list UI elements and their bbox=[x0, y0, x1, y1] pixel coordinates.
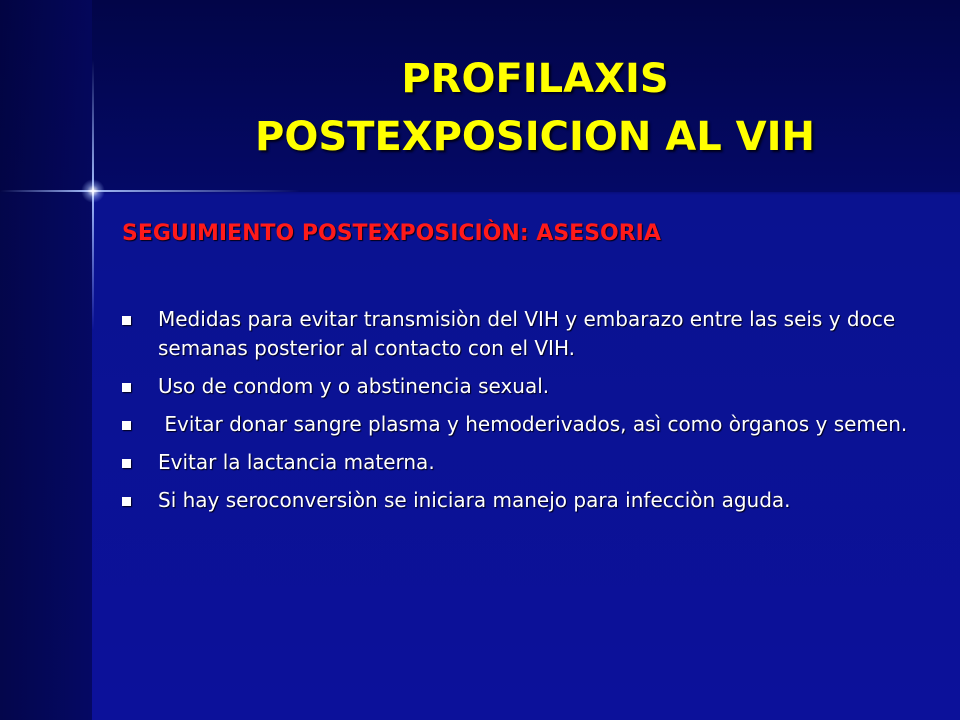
slide-title-line-1: PROFILAXIS bbox=[401, 56, 669, 102]
bullet-text: Medidas para evitar transmisiòn del VIH y embarazo entre las seis y doce semanas posterior al contacto con el VIH. bbox=[158, 307, 896, 360]
slide-title bbox=[120, 50, 950, 166]
slide-title-line-2: POSTEXPOSICION AL VIH bbox=[255, 114, 815, 160]
bullet-text: Si hay seroconversiòn se iniciara manejo para infecciòn aguda. bbox=[158, 488, 791, 512]
bullet-list bbox=[122, 305, 922, 524]
bullet-text: Uso de condom y o abstinencia sexual. bbox=[158, 374, 550, 398]
square-bullet-icon bbox=[122, 421, 131, 430]
bullet-text: Evitar donar sangre plasma y hemoderivados, asì como òrganos y semen. bbox=[158, 412, 908, 436]
slide-subtitle: SEGUIMIENTO POSTEXPOSICIÒN: ASESORIA bbox=[122, 221, 661, 246]
bullet-item bbox=[122, 305, 922, 363]
square-bullet-icon bbox=[122, 459, 131, 468]
square-bullet-icon bbox=[122, 383, 131, 392]
left-band-decoration bbox=[0, 0, 92, 720]
bullet-item bbox=[122, 410, 922, 439]
bullet-text: Evitar la lactancia materna. bbox=[158, 450, 435, 474]
bullet-item bbox=[122, 486, 922, 515]
light-flare-horizontal bbox=[0, 190, 300, 192]
light-flare-icon bbox=[81, 179, 105, 203]
bullet-item bbox=[122, 372, 922, 401]
square-bullet-icon bbox=[122, 497, 131, 506]
bullet-item bbox=[122, 448, 922, 477]
square-bullet-icon bbox=[122, 316, 131, 325]
